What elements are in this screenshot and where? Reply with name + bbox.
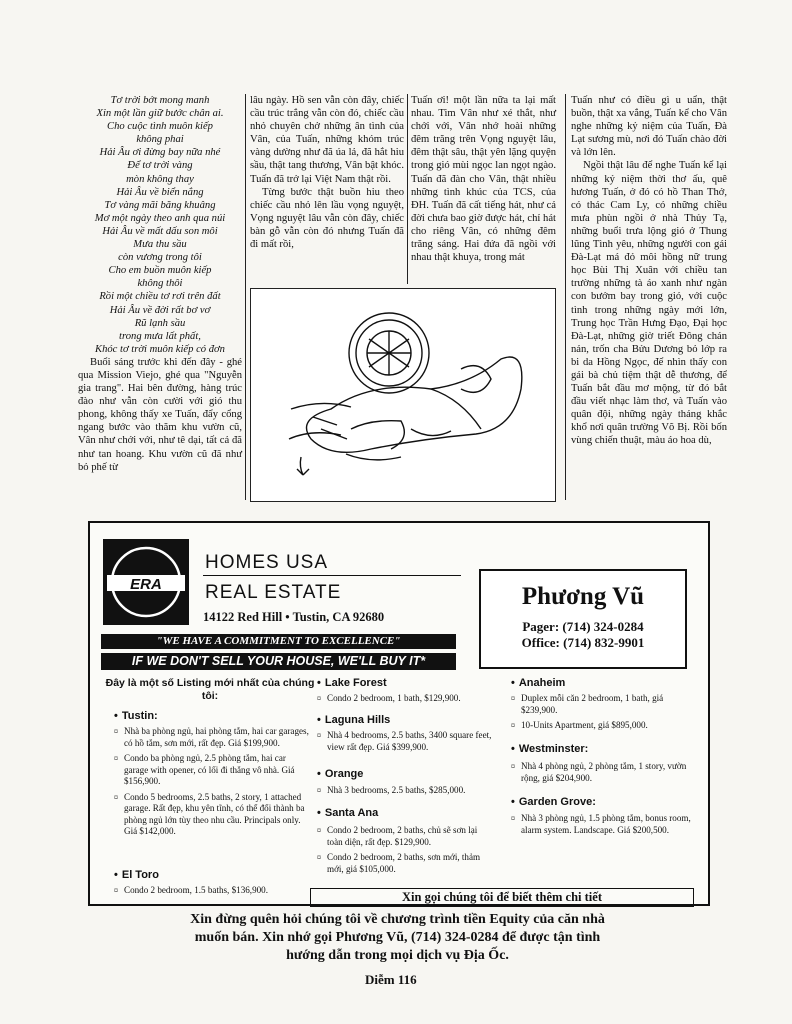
poem-line: Hải Âu về đời rất bơ vơ — [109, 304, 211, 316]
illustration-guitar-drawing — [250, 288, 556, 502]
article-paragraph: Buổi sáng trước khi đến đây - ghé qua Mission Viejo, ghé qua "Nguyễn gia trang". Hai bên đường, hàng trúc đào như vẫn còn cười với gió thu phong, không thấy xe Tuấn, đẩy cổng ngang bước vào thăm khu vườn cũ, Vân như chới với, như tê dại, tất cả đã như tan hoang. Khu vườn cũ đã như bỏ phế từ — [78, 356, 242, 473]
column-divider — [245, 94, 246, 500]
article-paragraph: Từng bước thật buồn hiu theo chiếc cầu nhỏ lên lầu vọng nguyệt, Vọng nguyệt lâu vẫn còn đây, chiếc bàn gỗ vẫn còn đó nhưng Tuấn đã đi mất rồi, — [250, 186, 404, 251]
poem-line: Để tơ trời vàng — [127, 160, 193, 172]
city-heading-tustin: • Tustin: — [114, 710, 158, 722]
poem-line: Cho cuộc tình muôn kiếp — [107, 121, 213, 133]
footer-line: Xin đừng quên hỏi chúng tôi về chương trình tiền Equity của căn nhà — [190, 912, 605, 927]
logo-text: ERA — [130, 576, 162, 593]
city-heading-santa-ana: • Santa Ana — [317, 807, 378, 819]
agent-name: Phương Vũ — [521, 583, 645, 610]
article-paragraph: lâu ngày. Hồ sen vẫn còn đây, chiếc cầu trúc trắng vẫn còn đó, chiếc cầu nhỏ chuyên chở những ân tình của Vân, của Tuấn, những khóm trúc vàng dường như đã úa lả, đã hắt hiu sầu, thật tang thương, Vân bật khóc. Tuấn đã trở lại Việt Nam thật rồi. — [250, 95, 404, 185]
listing-group-westminster — [511, 761, 701, 788]
era-logo-icon — [103, 539, 189, 625]
listing-item: ¤ Condo 2 bedroom, 1.5 baths, $136,900. — [114, 885, 310, 897]
listing-group-orange — [317, 785, 495, 801]
city-heading-westminster: • Westminster: — [511, 743, 588, 755]
city-heading-el-toro: • El Toro — [114, 869, 159, 881]
article-paragraph: Ngồi thật lâu để nghe Tuấn kể lại những kỷ niệm thời thơ ấu, quê hương Tuấn, ở đó có hồ Than Thở, có thác Cam Ly, có những chiều mưa phùn ngồi ở nhà Thủy Tạ, những buổi trưa lộng gió ở Thung lũng Tình yêu, những người con gái Đà-Lạt má đỏ môi hồng nữ trung học Bùi Thị Xuân với chiều tan trường những tà áo xanh như ngàn con bướm bay trong gió, với cuộc tình trong những ngày mới lớn, Trung học Trần Hưng Đạo, Đại học Đà-Lạt, những giờ triết Đông chán nản, trốn cha Bửu Dương bỏ lớp ra bi da Hồng Ngọc, để nhìn thấy con gái bà chủ tiệm thật dễ thương, để Tuấn bắt đầu mơ mộng, từ đó bắt đầu viết nhạc làm thơ, và Tuấn vào quân đội, những ngày tháng khắc khổ nơi quân trường Võ Bị. Rồi bốn vùng chiến thuật, màu áo hoa dù, — [571, 160, 727, 447]
slogan-banner: "WE HAVE A COMMITMENT TO EXCELLENCE" — [101, 634, 456, 649]
pager-number: Pager: (714) 324-0284 — [522, 619, 644, 634]
article-column-1 — [78, 94, 242, 474]
agency-address: 14122 Red Hill • Tustin, CA 92680 — [203, 610, 385, 624]
article-column-4 — [571, 94, 727, 448]
poem-line: Hải Âu về mất dấu son môi — [102, 225, 218, 237]
city-heading-anaheim: • Anaheim — [511, 677, 565, 689]
article-column-2 — [250, 94, 404, 251]
poem-line: trong mưa lất phất, — [119, 330, 201, 342]
listing-item: ¤ 10-Units Apartment, giá $895,000. — [511, 720, 701, 732]
listing-item: ¤ Nhà 4 bedrooms, 2.5 baths, 3400 square feet, view rất đẹp. Giá $399,900. — [317, 730, 495, 753]
article-paragraph: Tuấn ơi! một lần nữa ta lại mất nhau. Tim Vân như xé thắt, như chới với, Vân nhớ hoài những đêm trăng trên Vọng nguyệt lâu, đêm thật sâu, thật yên lặng quyện trong gió mùi ngọc lan ngọt ngào. Tuấn đã đàn cho Vân, thật nhiều những tình khúc của TCS, của ĐH. Tuấn đã cất tiếng hát, như cả đời chưa bao giờ được hát, chỉ hát cho riêng Vân, có những đêm trăng sáng. Hai đứa đã ngồi với nhau thật khuya, trong mát — [411, 95, 556, 264]
listing-item: ¤ Condo 5 bedrooms, 2.5 baths, 2 story, 1 attached garage. Rất đẹp, khu yên tĩnh, có thể đổi thành ba phòng ngủ lớn tùy theo nhu cầu. Principals only. Giá $142,000. — [114, 792, 310, 838]
listing-group-santa-ana — [317, 825, 495, 879]
city-heading-orange: • Orange — [317, 768, 363, 780]
agent-contact-box — [479, 569, 687, 669]
poem-line: không phai — [136, 134, 184, 146]
poem-line: Cho em buồn muôn kiếp — [108, 265, 212, 277]
office-number: Office: (714) 832-9901 — [521, 635, 645, 650]
listing-item: ¤ Condo 2 bedroom, 2 baths, chủ sẽ sơn lại toàn diện, rất đẹp. $129,900. — [317, 825, 495, 848]
poem-line: Hải Âu ơi đừng bay nữa nhé — [99, 147, 221, 159]
poem-line: Xin một lần giữ bước chân ai. — [96, 108, 224, 120]
article-paragraph: Tuấn như có điều gì u uẩn, thật buồn, thật xa vắng, Tuấn kể cho Vân nghe những kỷ niệm của Tuấn, Đà Lạt sương mù, nơi đó Tuấn chào đời và lớn lên. — [571, 95, 727, 159]
listing-group-anaheim — [511, 693, 701, 736]
call-to-action-box: Xin gọi chúng tôi để biết thêm chi tiết — [310, 888, 694, 907]
listing-group-garden-grove — [511, 813, 701, 840]
listing-item: ¤ Condo 2 bedroom, 1 bath, $129,900. — [317, 693, 495, 705]
poem-line: Mơ một ngày theo anh qua núi — [94, 212, 226, 224]
guarantee-banner: IF WE DON'T SELL YOUR HOUSE, WE'LL BUY IT* — [101, 653, 456, 670]
listing-group-lake-forest — [317, 693, 495, 709]
listing-item: ¤ Nhà ba phòng ngủ, hai phòng tắm, hai car garages, có hồ tắm, sơn mới, rất đẹp. Giá $199,900. — [114, 726, 310, 749]
brand-homes-usa: HOMES USA — [205, 552, 329, 573]
poem-line: Tơ vàng mãi băng khuâng — [104, 199, 216, 211]
poem-line: không thôi — [137, 278, 183, 290]
poem-line: Rũ lạnh sầu — [134, 317, 186, 329]
poem-line: Tơ trời bớt mong manh — [110, 95, 210, 106]
column-divider — [407, 94, 408, 284]
listing-item: ¤ Condo ba phòng ngủ, 2.5 phòng tắm, hai car garage with opener, có lối đi thẳng vô nhà. Giá $156,900. — [114, 753, 310, 788]
listing-item: ¤ Condo 2 bedroom, 2 baths, sơn mới, thảm mới, giá $105,000. — [317, 852, 495, 875]
city-heading-lake-forest: • Lake Forest — [317, 677, 387, 689]
listing-item: ¤ Duplex mỗi căn 2 bedroom, 1 bath, giá $239,900. — [511, 693, 701, 716]
article-column-3 — [411, 94, 556, 264]
column-divider — [565, 94, 566, 500]
page-number: Diễm 116 — [365, 972, 417, 987]
poem — [78, 94, 242, 356]
poem-line: còn vương trong tôi — [118, 252, 202, 264]
brand-real-estate: REAL ESTATE — [205, 582, 342, 603]
listing-item: ¤ Nhà 3 phòng ngủ, 1.5 phòng tắm, bonus room, alarm system. Landscape. Giá $200,500. — [511, 813, 701, 836]
city-heading-laguna-hills: • Laguna Hills — [317, 714, 390, 726]
footer-line: hướng dẫn trong mọi dịch vụ Địa Ốc. — [286, 948, 509, 963]
equity-footer-note — [150, 911, 645, 965]
poem-line: mòn không thay — [126, 173, 194, 185]
poem-line: Mưa thu sầu — [133, 239, 187, 251]
poem-line: Hải Âu về biển nắng — [116, 186, 204, 198]
listing-item: ¤ Nhà 4 phòng ngủ, 2 phòng tắm, 1 story, vườn rộng, giá $204,900. — [511, 761, 701, 784]
listing-group-el-toro — [114, 885, 310, 901]
sketch-icon — [251, 289, 555, 501]
listing-group-laguna-hills — [317, 730, 495, 757]
poem-line: Rồi một chiều tơ rơi trên đất — [99, 291, 221, 303]
poem-line: Khóc tơ trời muôn kiếp có đơn — [95, 343, 225, 355]
city-heading-garden-grove: • Garden Grove: — [511, 796, 596, 808]
listing-item: ¤ Nhà 3 bedrooms, 2.5 baths, $285,000. — [317, 785, 495, 797]
listing-intro: Đây là một số Listing mới nhất của chúng tôi: — [105, 677, 315, 702]
listing-group-tustin — [114, 726, 310, 842]
real-estate-advertisement — [88, 521, 710, 906]
footer-line: muốn bán. Xin nhớ gọi Phương Vũ, (714) 324-0284 để được tận tình — [194, 930, 601, 945]
brand-divider — [203, 575, 461, 576]
